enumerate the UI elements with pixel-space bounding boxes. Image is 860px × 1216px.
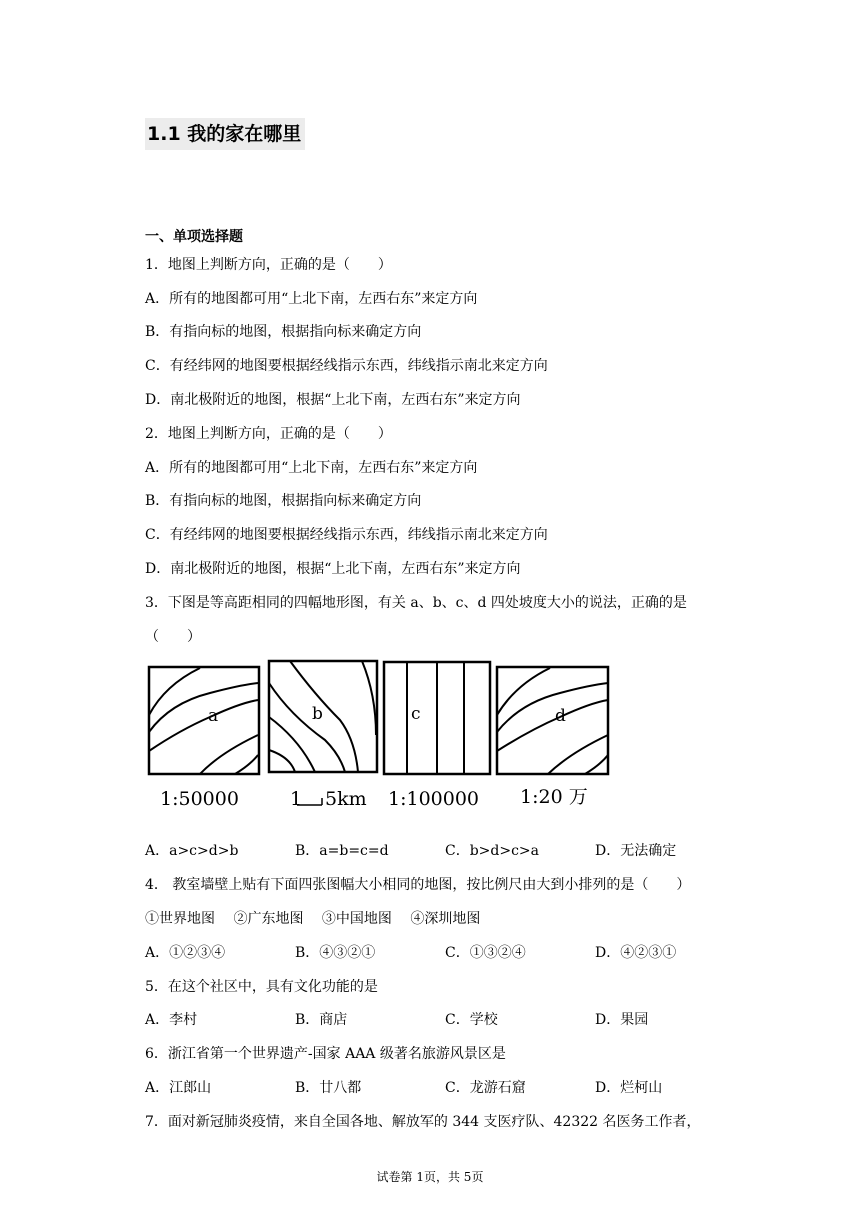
question-2-option-d[interactable]: D．南北极附近的地图，根据“上北下南，左西右东”来定方向 — [145, 561, 521, 577]
map-b-label: b — [312, 704, 323, 724]
map-d-label: d — [555, 706, 566, 726]
map-a-label: a — [208, 706, 219, 726]
contour-maps-figure — [140, 655, 620, 815]
question-2-option-b[interactable]: B．有指向标的地图，根据指向标来确定方向 — [145, 493, 422, 509]
question-6-option-d[interactable]: D．烂柯山 — [595, 1080, 663, 1096]
question-7-stem: 7．面对新冠肺炎疫情，来自全国各地、解放军的 344 支医疗队、42322 名医务工作者， — [145, 1114, 701, 1130]
page-title: 1.1 我的家在哪里 — [145, 118, 305, 150]
contour-map-a — [149, 667, 259, 774]
question-5-stem: 5．在这个社区中，具有文化功能的是 — [145, 979, 378, 995]
section-heading: 一、单项选择题 — [145, 229, 243, 245]
question-5-option-a[interactable]: A．李村 — [145, 1012, 198, 1028]
question-3-option-a[interactable]: A．a>c>d>b — [145, 843, 239, 859]
scale-map-a: 1:50000 — [160, 788, 239, 810]
contour-map-c — [384, 662, 490, 774]
question-4-option-d[interactable]: D．④②③① — [595, 945, 677, 961]
question-4-stem: 4． 教室墙壁上贴有下面四张图幅大小相同的地图，按比例尺由大到小排列的是（ ） — [145, 877, 691, 893]
question-4-map-list: ①世界地图 ②广东地图 ③中国地图 ④深圳地图 — [145, 911, 481, 927]
scale-bar-map-b — [290, 788, 367, 810]
question-2-option-c[interactable]: C．有经纬网的地图要根据经线指示东西，纬线指示南北来定方向 — [145, 527, 548, 543]
page-footer: 试卷第 1页，共 5页 — [376, 1170, 484, 1184]
contour-map-b — [269, 661, 377, 772]
map-c-label: c — [411, 704, 421, 724]
question-5-option-b[interactable]: B．商店 — [295, 1012, 348, 1028]
question-6-option-b[interactable]: B．廿八都 — [295, 1080, 362, 1096]
question-6-stem: 6．浙江省第一个世界遗产-国家 AAA 级著名旅游风景区是 — [145, 1046, 506, 1062]
question-1-stem: 1．地图上判断方向，正确的是（ ） — [145, 257, 392, 273]
question-3-option-d[interactable]: D．无法确定 — [595, 843, 677, 859]
question-5-option-d[interactable]: D．果园 — [595, 1012, 649, 1028]
question-1-option-c[interactable]: C．有经纬网的地图要根据经线指示东西，纬线指示南北来定方向 — [145, 358, 548, 374]
question-3-stem-bracket: （ ） — [145, 629, 201, 645]
scale-map-d: 1:20 万 — [520, 786, 588, 808]
question-6-option-c[interactable]: C．龙游石窟 — [445, 1080, 526, 1096]
question-1-option-d[interactable]: D．南北极附近的地图，根据“上北下南，左西右东”来定方向 — [145, 392, 521, 408]
question-4-option-b[interactable]: B．④③②① — [295, 945, 376, 961]
question-1-option-b[interactable]: B．有指向标的地图，根据指向标来确定方向 — [145, 324, 422, 340]
contour-map-d — [497, 667, 608, 774]
question-6-option-a[interactable]: A．江郎山 — [145, 1080, 212, 1096]
question-3-option-c[interactable]: C．b>d>c>a — [445, 843, 540, 859]
question-3-option-b[interactable]: B．a=b=c=d — [295, 843, 389, 859]
scale-map-c: 1:100000 — [388, 788, 480, 810]
question-4-option-a[interactable]: A．①②③④ — [145, 945, 226, 961]
question-1-option-a[interactable]: A．所有的地图都可用“上北下南，左西右东”来定方向 — [145, 291, 478, 307]
question-4-option-c[interactable]: C．①③②④ — [445, 945, 526, 961]
question-5-option-c[interactable]: C．学校 — [445, 1012, 498, 1028]
question-2-stem: 2．地图上判断方向，正确的是（ ） — [145, 426, 392, 442]
scale-bar-start: 1 — [290, 788, 303, 810]
scale-bar-end: 5km — [325, 788, 367, 810]
question-3-stem: 3．下图是等高距相同的四幅地形图，有关 a、b、c、d 四处坡度大小的说法，正确的是 — [145, 595, 687, 611]
question-2-option-a[interactable]: A．所有的地图都可用“上北下南，左西右东”来定方向 — [145, 460, 478, 476]
